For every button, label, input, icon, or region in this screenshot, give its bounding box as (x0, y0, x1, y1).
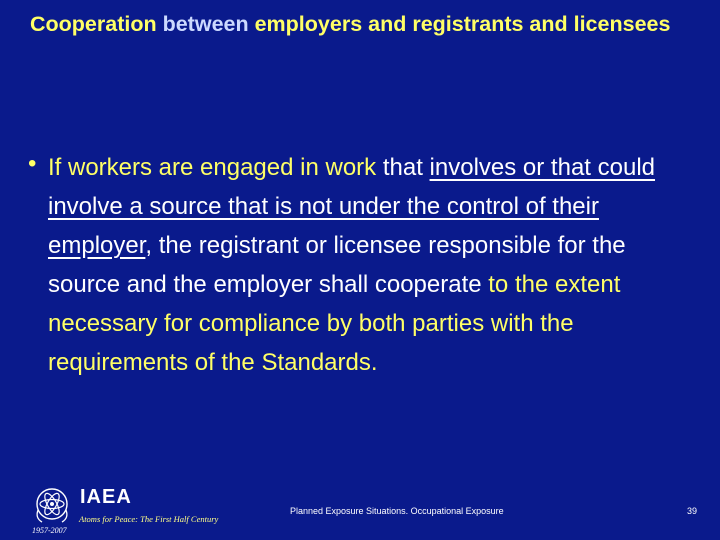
bullet-dot-icon: • (28, 150, 37, 177)
page-number: 39 (687, 506, 698, 516)
bullet-segment-5: to the extent necessary for compliance by both parties with the requirements of the Standards. (48, 271, 621, 376)
bullet-segment-2: that (376, 154, 430, 181)
title-part-1: Cooperation (30, 12, 163, 36)
slide-title (30, 9, 690, 40)
bullet-segment-4: , the registrant or licensee responsible for the source and the employer shall cooperate (48, 232, 626, 298)
bullet-segment-1: If workers are engaged in work (48, 154, 377, 181)
title-part-2: between (162, 12, 249, 36)
logo-wordmark: IAEA (80, 486, 132, 508)
bullet-text (48, 148, 688, 382)
iaea-logo (30, 486, 220, 536)
logo-years: 1957-2007 (32, 526, 67, 535)
iaea-atom-logo-icon (32, 486, 72, 526)
bullet-segment-3: involves or that could involve a source that is not under the control of their employer (48, 154, 656, 259)
title-part-3: employers and registrants and licensees (248, 12, 671, 36)
footer-caption: Planned Exposure Situations. Occupational Exposure (290, 506, 504, 516)
logo-tagline: Atoms for Peace: The First Half Century (79, 514, 219, 524)
